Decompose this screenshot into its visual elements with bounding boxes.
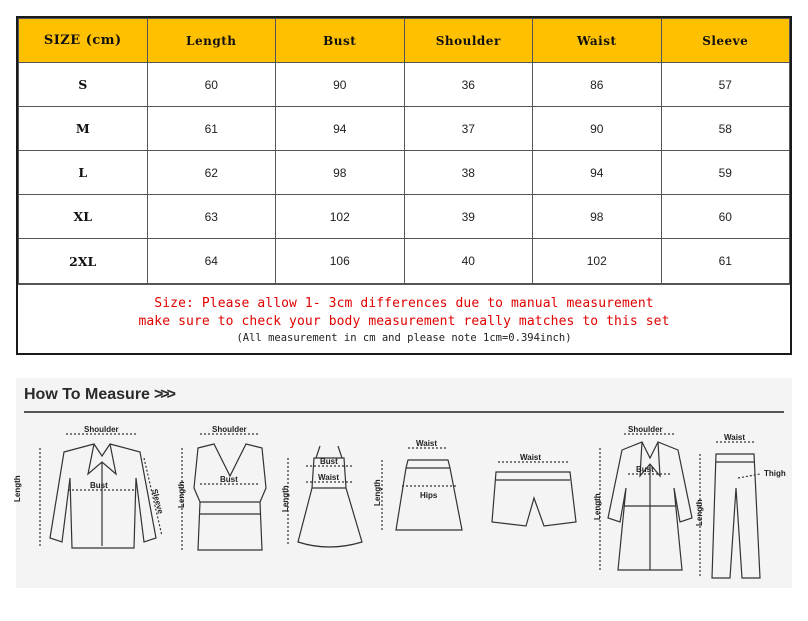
shoulder-cell: 38 (404, 151, 533, 195)
length-cell: 60 (147, 63, 276, 107)
table-row (19, 63, 790, 107)
size-chart (16, 16, 792, 355)
size-cell: M (19, 107, 148, 151)
label-shoulder-2: Shoulder (212, 425, 247, 434)
shorts-illustration (492, 462, 576, 526)
waist-cell: 90 (533, 107, 662, 151)
size-cell: 2XL (19, 239, 148, 284)
label-length-6: Length (593, 493, 602, 520)
how-to-measure-label: How To Measure (24, 386, 150, 403)
sleeve-cell: 61 (661, 239, 790, 284)
label-waist-4: Waist (416, 439, 438, 448)
size-table-grid (18, 18, 790, 284)
garment-svg (13, 418, 792, 588)
how-to-measure-title (24, 386, 173, 404)
label-shoulder-1: Shoulder (84, 425, 119, 434)
measurement-notes (18, 284, 790, 355)
header-waist: Waist (533, 19, 662, 63)
label-bust-6: Bust (636, 465, 654, 474)
how-to-measure-panel (13, 378, 792, 588)
waist-cell: 94 (533, 151, 662, 195)
label-bust-3: Bust (320, 457, 338, 466)
header-sleeve: Sleeve (661, 19, 790, 63)
header-row (19, 19, 790, 63)
table-row (19, 151, 790, 195)
bust-cell: 102 (276, 195, 405, 239)
header-bust: Bust (276, 19, 405, 63)
label-shoulder-6: Shoulder (628, 425, 663, 434)
label-waist-7: Waist (724, 433, 746, 442)
header-shoulder: Shoulder (404, 19, 533, 63)
sleeve-cell: 57 (661, 63, 790, 107)
title-divider (24, 411, 784, 413)
label-sleeve-1: Sleeve (149, 487, 166, 515)
size-cell: L (19, 151, 148, 195)
table-row (19, 107, 790, 151)
waist-cell: 102 (533, 239, 662, 284)
shoulder-cell: 40 (404, 239, 533, 284)
tank-top-illustration (182, 434, 266, 550)
label-hips-4: Hips (420, 491, 438, 500)
sleeve-cell: 60 (661, 195, 790, 239)
shoulder-cell: 37 (404, 107, 533, 151)
coat-illustration (600, 434, 692, 570)
header-size: SIZE (cm) (19, 19, 148, 63)
header-length: Length (147, 19, 276, 63)
label-length-1: Length (13, 475, 22, 502)
table-row (19, 195, 790, 239)
table-row (19, 239, 790, 284)
length-cell: 61 (147, 107, 276, 151)
length-cell: 63 (147, 195, 276, 239)
length-cell: 62 (147, 151, 276, 195)
waist-cell: 98 (533, 195, 662, 239)
label-length-4: Length (373, 479, 382, 506)
size-cell: XL (19, 195, 148, 239)
label-length-2: Length (177, 481, 186, 508)
blouse-illustration (40, 434, 162, 548)
sleeve-cell: 59 (661, 151, 790, 195)
waist-cell: 86 (533, 63, 662, 107)
label-waist-3: Waist (318, 473, 340, 482)
shoulder-cell: 36 (404, 63, 533, 107)
label-waist-5: Waist (520, 453, 542, 462)
size-cell: S (19, 63, 148, 107)
bust-cell: 106 (276, 239, 405, 284)
label-length-3: Length (281, 485, 290, 512)
sleeve-cell: 58 (661, 107, 790, 151)
trousers-illustration (700, 442, 760, 578)
bust-cell: 90 (276, 63, 405, 107)
shoulder-cell: 39 (404, 195, 533, 239)
garment-illustrations (13, 418, 792, 588)
bust-cell: 98 (276, 151, 405, 195)
note-check-body: make sure to check your body measurement really matches to this set (138, 313, 670, 329)
label-bust-1: Bust (90, 481, 108, 490)
length-cell: 64 (147, 239, 276, 284)
label-bust-2: Bust (220, 475, 238, 484)
bust-cell: 94 (276, 107, 405, 151)
note-allowance: Size: Please allow 1- 3cm differences due to manual measurement (154, 295, 654, 311)
skirt-illustration (382, 448, 462, 530)
chevrons-icon: >>> (153, 386, 173, 403)
note-conversion: (All measurement in cm and please note 1cm=0.394inch) (236, 331, 572, 344)
label-length-7: Length (695, 499, 704, 526)
label-thigh-7: Thigh (764, 469, 786, 478)
